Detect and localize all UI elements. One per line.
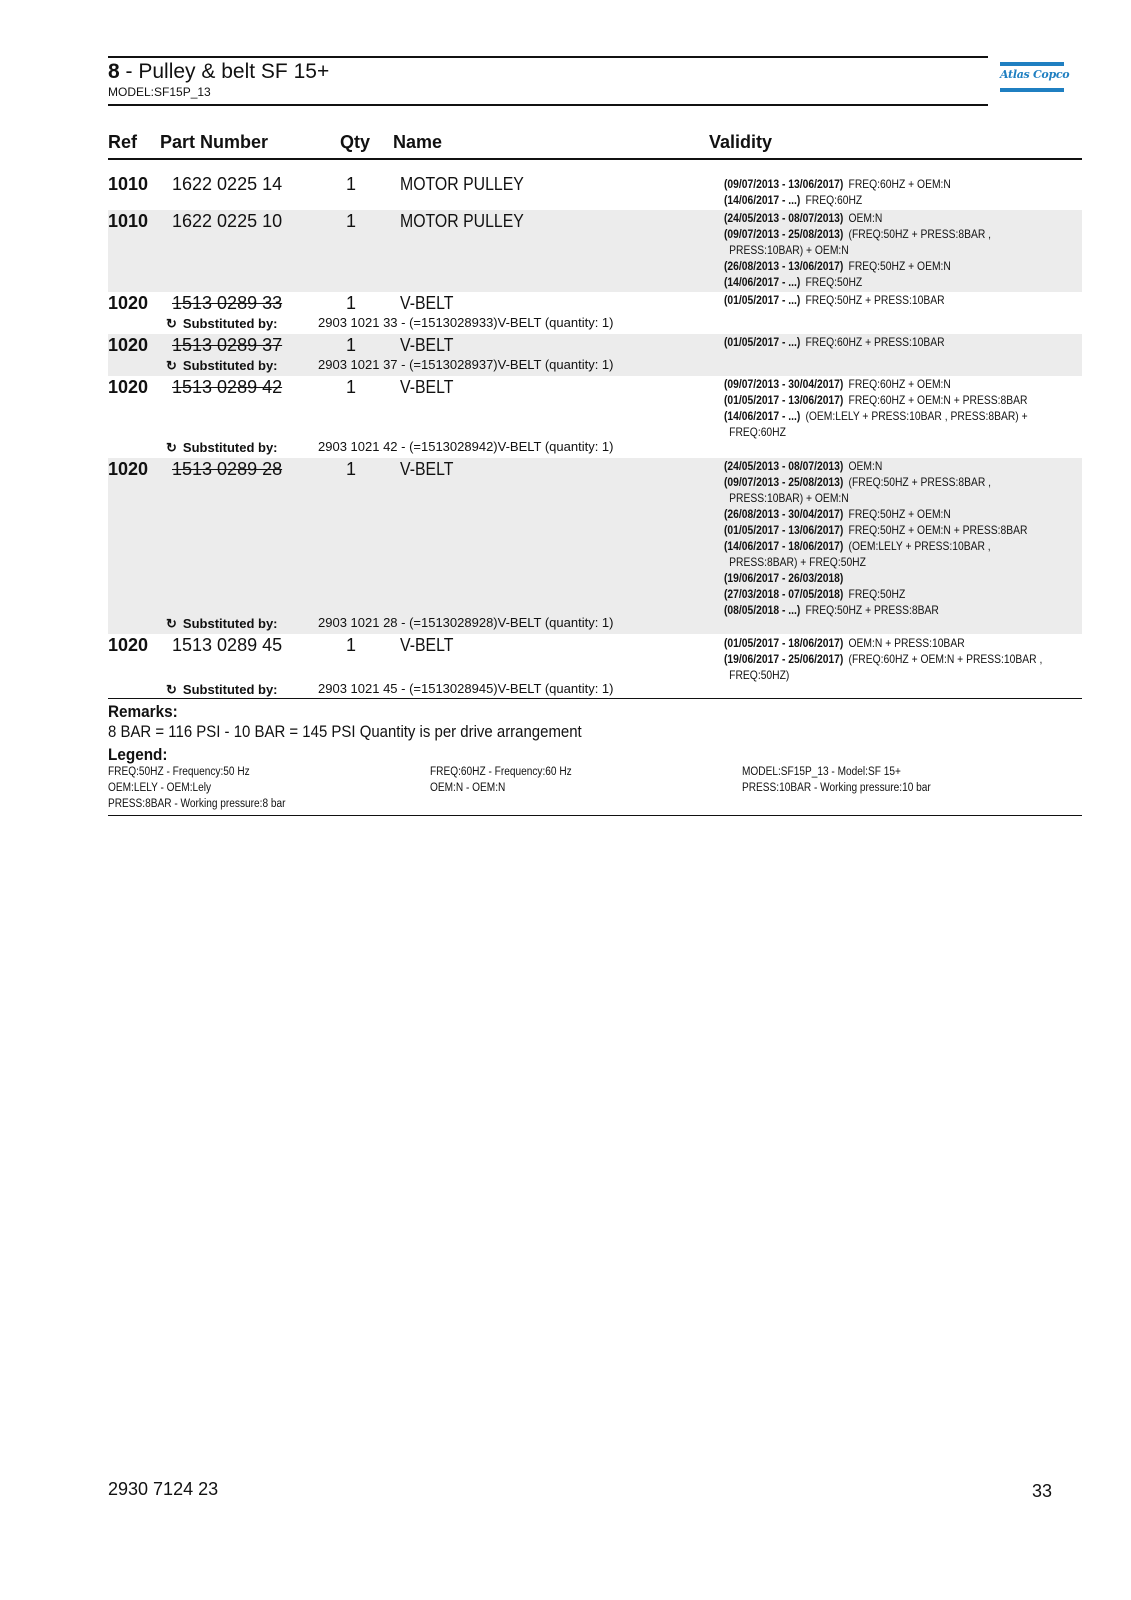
validity-date: (09/07/2013 - 13/06/2017) (724, 177, 844, 191)
row-ref: 1020 (108, 335, 149, 355)
validity-line (724, 376, 1025, 392)
row-ref: 1020 (108, 635, 149, 655)
table-row (108, 176, 1082, 210)
logo-bar-bottom (1000, 88, 1064, 92)
validity-line (724, 334, 1025, 350)
refresh-icon: ↻ (166, 616, 177, 631)
row-validity (724, 334, 1074, 350)
logo-text: Atlas Copco (1000, 68, 1070, 81)
validity-line (724, 570, 1025, 586)
validity-line (724, 490, 1025, 506)
substituted-label-text: Substituted by: (182, 316, 278, 331)
validity-condition: OEM:N (848, 211, 883, 225)
validity-line (724, 474, 1025, 490)
page-number: 33 (1032, 1481, 1053, 1501)
row-part-number-superseded: 1513 0289 33 (172, 293, 283, 313)
legend-heading: Legend: (108, 745, 168, 764)
validity-condition: (FREQ:50HZ + PRESS:8BAR , (848, 475, 992, 489)
table-row (108, 458, 1082, 634)
validity-line (724, 408, 1028, 424)
row-part-number-superseded: 1513 0289 37 (172, 335, 283, 355)
legend-item: OEM:LELY - OEM:Lely (108, 782, 212, 794)
row-qty: 1 (346, 335, 357, 355)
validity-line (724, 424, 1025, 440)
row-qty: 1 (346, 174, 357, 194)
validity-date: (19/06/2017 - 26/03/2018) (724, 571, 844, 585)
substituted-label (166, 316, 278, 332)
validity-date: (19/06/2017 - 25/06/2017) (724, 652, 844, 666)
remarks-heading: Remarks: (108, 702, 178, 721)
row-ref: 1020 (108, 293, 149, 313)
substituted-label-text: Substituted by: (182, 682, 278, 697)
row-qty: 1 (346, 377, 357, 397)
refresh-icon: ↻ (166, 440, 177, 455)
validity-condition: FREQ:50HZ (848, 587, 906, 601)
col-qty: Qty (340, 132, 371, 152)
row-validity (724, 458, 1074, 618)
legend-item: PRESS:8BAR - Working pressure:8 bar (108, 798, 286, 810)
refresh-icon: ↻ (166, 358, 177, 373)
validity-line (724, 506, 1025, 522)
row-validity (724, 376, 1074, 440)
validity-condition: FREQ:60HZ (729, 425, 786, 439)
row-name: V-BELT (400, 335, 454, 355)
row-qty: 1 (346, 635, 357, 655)
validity-date: (09/07/2013 - 25/08/2013) (724, 227, 844, 241)
row-qty: 1 (346, 459, 357, 479)
row-validity (724, 292, 1074, 308)
remarks-text: 8 BAR = 116 PSI - 10 BAR = 145 PSI Quantity is per drive arrangement (108, 722, 582, 741)
row-validity (724, 176, 1074, 208)
validity-date: (08/05/2018 - ...) (724, 603, 801, 617)
substituted-label-text: Substituted by: (182, 616, 278, 631)
row-name: MOTOR PULLEY (400, 174, 524, 194)
substituted-label-text: Substituted by: (182, 358, 278, 373)
legend-item: FREQ:60HZ - Frequency:60 Hz (430, 766, 572, 778)
validity-condition: OEM:N + PRESS:10BAR (848, 636, 965, 650)
validity-condition: FREQ:60HZ (805, 193, 863, 207)
section-header (108, 56, 988, 106)
validity-condition: (FREQ:50HZ + PRESS:8BAR , (848, 227, 992, 241)
model-code: MODEL:SF15P_13 (108, 85, 211, 99)
legend-item: MODEL:SF15P_13 - Model:SF 15+ (742, 766, 901, 778)
validity-condition: FREQ:60HZ + OEM:N (848, 377, 951, 391)
table-row (108, 634, 1082, 698)
validity-condition: FREQ:60HZ + PRESS:10BAR (805, 335, 945, 349)
validity-line (724, 210, 1025, 226)
row-name: V-BELT (400, 459, 454, 479)
validity-condition: OEM:N (848, 459, 883, 473)
legend-item: OEM:N - OEM:N (430, 782, 506, 794)
table-row (108, 334, 1082, 376)
validity-date: (09/07/2013 - 25/08/2013) (724, 475, 844, 489)
validity-date: (26/08/2013 - 13/06/2017) (724, 259, 844, 273)
col-part-number: Part Number (160, 132, 269, 152)
col-ref: Ref (108, 132, 138, 152)
validity-date: (14/06/2017 - ...) (724, 275, 801, 289)
validity-line (724, 586, 1025, 602)
substituted-part: 2903 1021 33 - (=1513028933)V-BELT (quantity: 1) (318, 315, 614, 330)
validity-line (724, 538, 1025, 554)
legend-divider (108, 815, 1082, 816)
table-row (108, 376, 1082, 458)
row-qty: 1 (346, 293, 357, 313)
table-header (108, 132, 1082, 160)
row-part-number: 1622 0225 10 (172, 211, 283, 231)
validity-line (724, 274, 1025, 290)
refresh-icon: ↻ (166, 682, 177, 697)
substituted-label (166, 616, 278, 632)
row-ref: 1020 (108, 377, 149, 397)
validity-date: (01/05/2017 - ...) (724, 293, 801, 307)
validity-condition: PRESS:8BAR) + FREQ:50HZ (729, 555, 866, 569)
substituted-label (166, 682, 278, 698)
validity-date: (26/08/2013 - 30/04/2017) (724, 507, 844, 521)
row-name: V-BELT (400, 635, 454, 655)
substituted-part: 2903 1021 42 - (=1513028942)V-BELT (quantity: 1) (318, 439, 614, 454)
substituted-part: 2903 1021 45 - (=1513028945)V-BELT (quantity: 1) (318, 681, 614, 696)
row-validity (724, 635, 1074, 683)
row-ref: 1010 (108, 174, 149, 194)
col-name: Name (393, 132, 443, 152)
validity-line (724, 522, 1028, 538)
validity-line (724, 651, 1043, 667)
row-ref: 1010 (108, 211, 149, 231)
row-name: V-BELT (400, 293, 454, 313)
validity-condition: (OEM:LELY + PRESS:10BAR , PRESS:8BAR) + (805, 409, 1028, 423)
validity-condition: FREQ:50HZ + OEM:N (848, 259, 951, 273)
validity-condition: (OEM:LELY + PRESS:10BAR , (848, 539, 991, 553)
table-row (108, 292, 1082, 334)
validity-condition: FREQ:50HZ + OEM:N + PRESS:8BAR (848, 523, 1028, 537)
row-name: V-BELT (400, 377, 454, 397)
validity-line (724, 554, 1025, 570)
table-end-divider (108, 698, 1082, 699)
validity-line (724, 192, 1025, 208)
row-validity (724, 210, 1074, 290)
validity-date: (14/06/2017 - ...) (724, 409, 801, 423)
section-number: 8 (108, 60, 120, 83)
table-row (108, 210, 1082, 292)
validity-date: (24/05/2013 - 08/07/2013) (724, 459, 844, 473)
col-validity: Validity (709, 132, 773, 152)
validity-line (724, 458, 1025, 474)
substituted-part: 2903 1021 37 - (=1513028937)V-BELT (quantity: 1) (318, 357, 614, 372)
validity-condition: PRESS:10BAR) + OEM:N (729, 491, 849, 505)
validity-condition: FREQ:60HZ + OEM:N (848, 177, 951, 191)
validity-condition: PRESS:10BAR) + OEM:N (729, 243, 849, 257)
validity-date: (24/05/2013 - 08/07/2013) (724, 211, 844, 225)
validity-date: (09/07/2013 - 30/04/2017) (724, 377, 844, 391)
validity-line (724, 392, 1028, 408)
row-qty: 1 (346, 211, 357, 231)
validity-condition: (FREQ:60HZ + OEM:N + PRESS:10BAR , (848, 652, 1043, 666)
atlas-copco-logo (1000, 62, 1070, 96)
substituted-label (166, 358, 278, 374)
validity-date: (01/05/2017 - ...) (724, 335, 801, 349)
validity-line (724, 602, 1025, 618)
substituted-label-text: Substituted by: (182, 440, 278, 455)
validity-date: (01/05/2017 - 13/06/2017) (724, 393, 844, 407)
validity-condition: FREQ:50HZ + PRESS:10BAR (805, 293, 945, 307)
validity-line (724, 242, 1025, 258)
substituted-label (166, 440, 278, 456)
validity-condition: FREQ:60HZ + OEM:N + PRESS:8BAR (848, 393, 1028, 407)
validity-condition: FREQ:50HZ + OEM:N (848, 507, 951, 521)
logo-bar-top (1000, 62, 1064, 66)
row-part-number-superseded: 1513 0289 42 (172, 377, 283, 397)
substituted-part: 2903 1021 28 - (=1513028928)V-BELT (quantity: 1) (318, 615, 614, 630)
validity-date: (14/06/2017 - 18/06/2017) (724, 539, 844, 553)
validity-date: (27/03/2018 - 07/05/2018) (724, 587, 844, 601)
section-title (108, 60, 329, 84)
row-part-number: 1513 0289 45 (172, 635, 283, 655)
legend-item: PRESS:10BAR - Working pressure:10 bar (742, 782, 931, 794)
validity-line (724, 667, 1025, 683)
row-name: MOTOR PULLEY (400, 211, 524, 231)
legend-item: FREQ:50HZ - Frequency:50 Hz (108, 766, 250, 778)
validity-date: (01/05/2017 - 18/06/2017) (724, 636, 844, 650)
refresh-icon: ↻ (166, 316, 177, 331)
row-ref: 1020 (108, 459, 149, 479)
validity-condition: FREQ:50HZ + PRESS:8BAR (805, 603, 939, 617)
document-number: 2930 7124 23 (108, 1479, 219, 1499)
validity-date: (01/05/2017 - 13/06/2017) (724, 523, 844, 537)
section-title-text: - Pulley & belt SF 15+ (119, 60, 330, 83)
validity-line (724, 176, 1025, 192)
validity-line (724, 226, 1025, 242)
validity-line (724, 258, 1025, 274)
validity-line (724, 635, 1025, 651)
validity-date: (14/06/2017 - ...) (724, 193, 801, 207)
row-part-number-superseded: 1513 0289 28 (172, 459, 283, 479)
validity-condition: FREQ:50HZ) (729, 668, 790, 682)
validity-line (724, 292, 1025, 308)
row-part-number: 1622 0225 14 (172, 174, 283, 194)
validity-condition: FREQ:50HZ (805, 275, 863, 289)
